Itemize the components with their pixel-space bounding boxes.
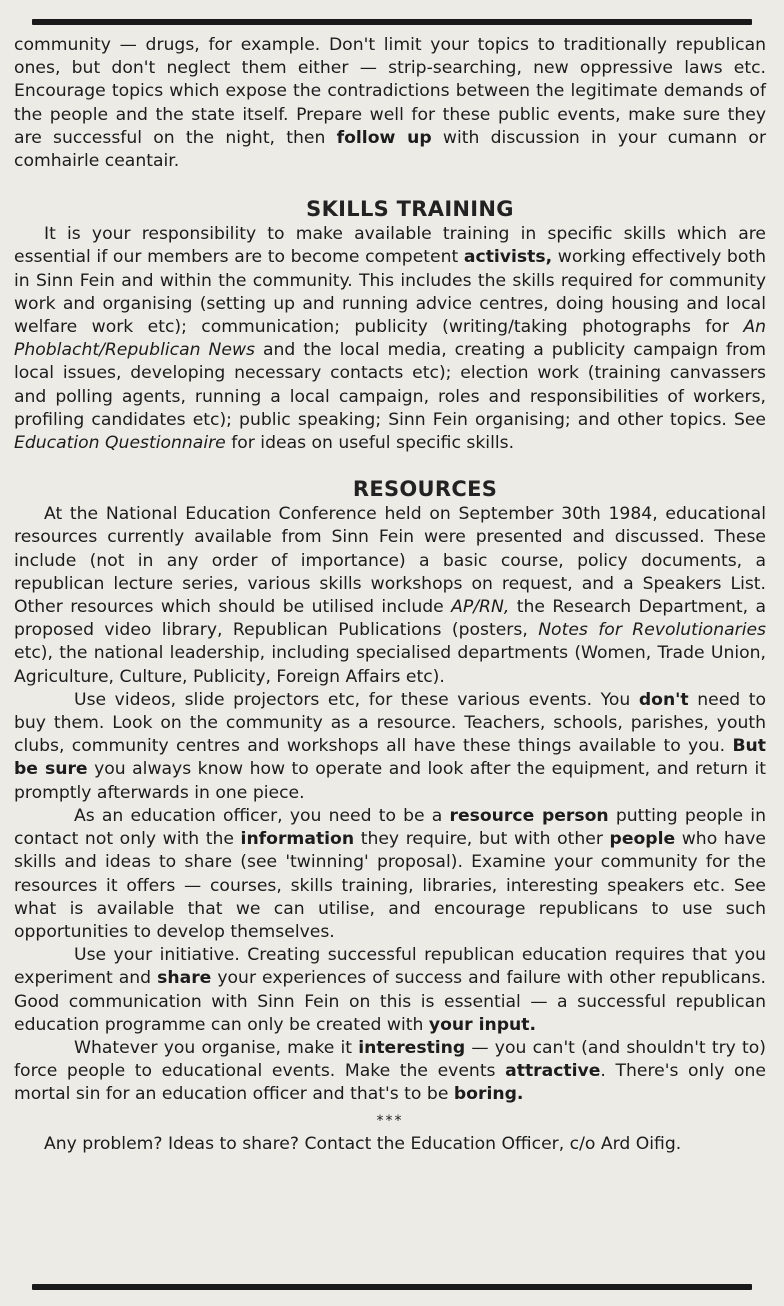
- resources-heading: RESOURCES: [352, 477, 498, 502]
- top-rule: [32, 19, 752, 25]
- document-page: [14, 34, 766, 1156]
- skills-paragraph: It is your responsibility to make available training in specific skills which are essential if our members are to become competent activists, working effectively both in Sinn Fein and within the community. This includes the skills required for community work and organising (setting up and running advice centres, doing housing and local welfare work etc); communication; publicity (writing/taking photographs for An Phoblacht/Republican News and the local media, creating a publicity campaign from local issues, developing necessary contacts etc); election work (training canvassers and polling agents, running a local campaign, roles and responsibilities of workers, profiling candidates etc); public speaking; Sinn Fein organising; and other topics. See Education Questionnaire for ideas on useful specific skills.: [14, 224, 766, 454]
- intro-paragraph: community — drugs, for example. Don't limit your topics to traditionally republican ones, but don't neglect them either — strip-searching, new oppressive laws etc. Encourage topics which expose the contradictions between the legitimate demands of the people and the state itself. Prepare well for these public events, make sure they are successful on the night, then follow up with discussion in your cumann or comhairle ceantair.: [14, 35, 767, 172]
- resources-paragraph-2: Use videos, slide projectors etc, for these various events. You don't need to buy them. Look on the community as a resource. Teachers, schools, parishes, youth clubs, community centres and workshops all have these things available to you. But be sure you always know how to operate and look after the equipment, and return it promptly afterwards in one piece.: [14, 689, 766, 803]
- resources-paragraph-1: At the National Education Conference held on September 30th 1984, educational resources currently available from Sinn Fein were presented and discussed. These include (not in any order of importance) a basic course, policy documents, a republican lecture series, various skills workshops on request, and a Speakers List. Other resources which should be utilised include AP/RN, the Research Department, a proposed video library, Republican Publications (posters, Notes for Revolutionaries etc), the national leadership, including specialised departments (Women, Trade Union, Agriculture, Culture, Publicity, Foreign Affairs etc).: [14, 504, 766, 687]
- contact-paragraph: Any problem? Ideas to share? Contact the Education Officer, c/o Ard Oifig.: [44, 1133, 682, 1154]
- resources-paragraph-5: Whatever you organise, make it interesting — you can't (and shouldn't try to) force people to educational events. Make the events attractive. There's only one mortal sin for an education officer and that's to be boring.: [14, 1037, 766, 1105]
- skills-training-heading: SKILLS TRAINING: [306, 197, 514, 222]
- resources-paragraph-4: Use your initiative. Creating successful republican education requires that you experiment and share your experiences of success and failure with other republicans. Good communication with Sinn Fein on this is essential — a successful republican education programme can only be created with your input.: [14, 945, 766, 1035]
- resources-paragraph-3: As an education officer, you need to be a resource person putting people in contact not only with the information they require, but with other people who have skills and ideas to share (see 'twinning' proposal). Examine your community for the resources it offers — courses, skills training, libraries, interesting speakers etc. See what is available that we can utilise, and encourage republicans to use such opportunities to develop themselves.: [14, 805, 766, 942]
- bottom-rule: [32, 1284, 752, 1290]
- section-separator: ***: [376, 1112, 404, 1129]
